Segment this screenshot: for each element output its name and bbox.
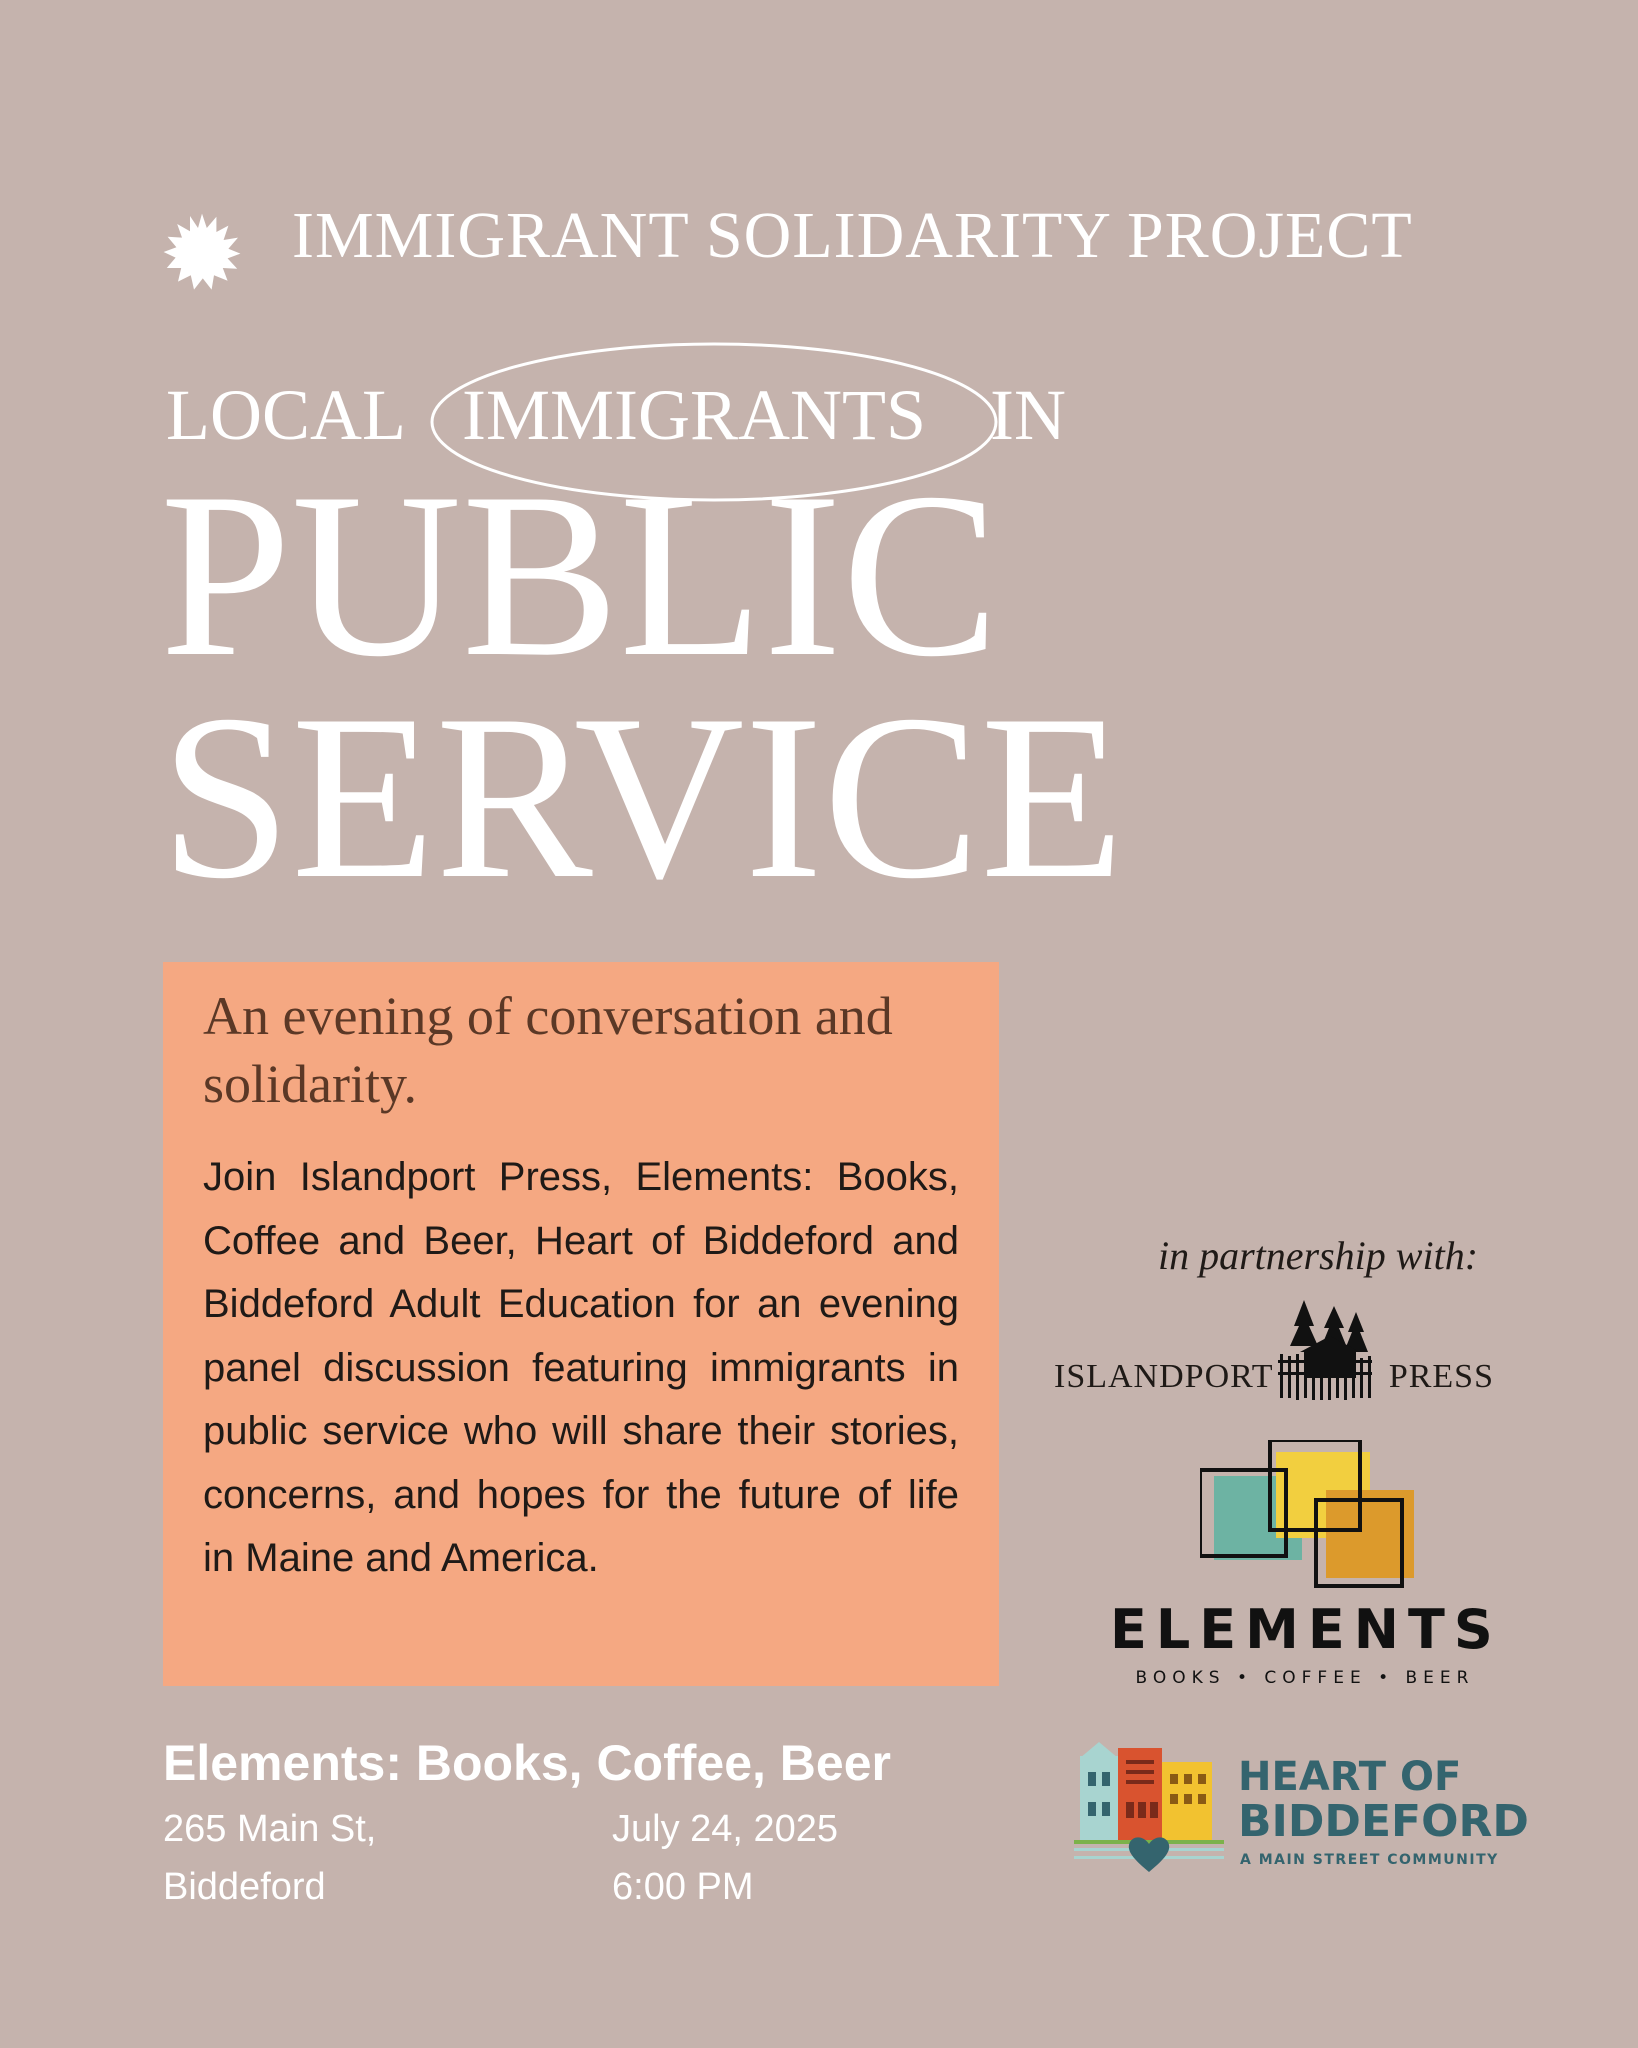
address-line-2: Biddeford [163, 1866, 326, 1908]
islandport-logo-word-press: PRESS [1388, 1358, 1494, 1395]
event-date: July 24, 2025 [612, 1808, 839, 1850]
heart-logo-tagline: A MAIN STREET COMMUNITY [1240, 1852, 1499, 1868]
elements-logo-word: ELEMENTS [1110, 1598, 1502, 1661]
elements-logo-tagline: BOOKS • COFFEE • BEER [1135, 1668, 1475, 1688]
heart-logo-line-2: BIDDEFORD [1238, 1796, 1529, 1847]
starburst-icon [162, 212, 242, 292]
main-street-buildings-icon [1074, 1736, 1224, 1876]
description-box [163, 962, 999, 1686]
heart-of-biddeford-logo [1074, 1736, 1529, 1876]
event-time: 6:00 PM [612, 1866, 754, 1908]
title-public: PUBLIC [160, 445, 1000, 706]
description-body: Join Islandport Press, Elements: Books, Coffee and Beer, Heart of Biddeford and Biddeford Adult Education for an evening panel discussion featuring immigrants in public service who will share their stories, concerns, and hopes for the future of life in Maine and America. [203, 1155, 959, 1580]
title-word-local: LOCAL [166, 374, 406, 455]
heart-logo-line-1: HEART OF [1238, 1754, 1462, 1800]
islandport-logo-word: ISLANDPORT [1054, 1358, 1274, 1395]
islandport-press-logo [1054, 1298, 1494, 1408]
title-word-immigrants-text: IMMIGRANTS [461, 374, 927, 455]
description-tagline: An evening of conversation and solidarity. [203, 986, 893, 1114]
house-trees-icon [1274, 1298, 1374, 1402]
title-service: SERVICE [160, 667, 1125, 928]
overlapping-squares-icon [1200, 1440, 1420, 1590]
elements-logo [1110, 1440, 1500, 1700]
partnership-heading: in partnership with: [1158, 1233, 1479, 1278]
title-word-in: IN [990, 374, 1066, 455]
organization-name: IMMIGRANT SOLIDARITY PROJECT [292, 199, 1413, 272]
venue-name: Elements: Books, Coffee, Beer [163, 1735, 891, 1791]
address-line-1: 265 Main St, [163, 1808, 377, 1850]
